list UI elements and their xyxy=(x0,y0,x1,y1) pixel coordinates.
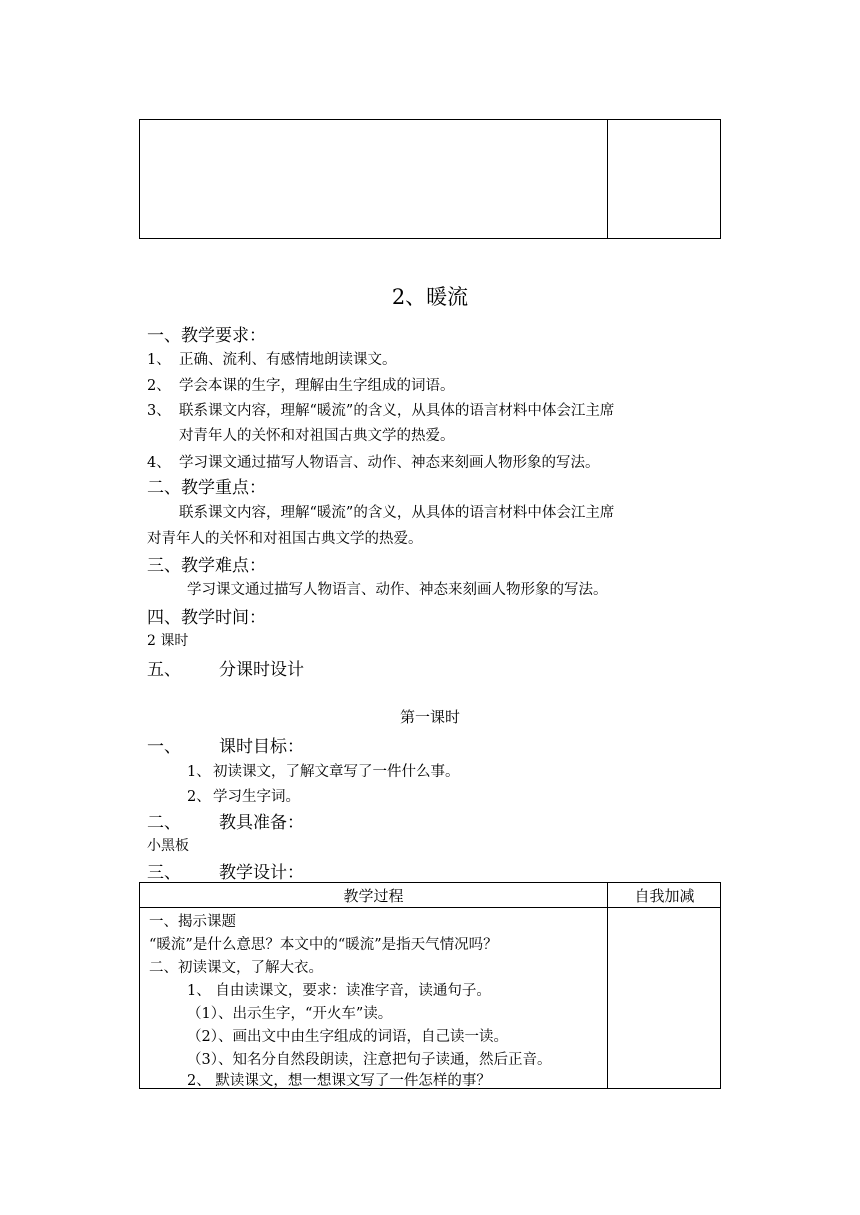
goal-text-1: 初读课文，了解文章写了一件什么事。 xyxy=(213,764,460,780)
difficulties-heading: 三、教学难点： xyxy=(147,556,266,576)
design-step-num: 三、 xyxy=(147,863,181,883)
goal-text-2: 学习生字词。 xyxy=(213,789,300,805)
top-table xyxy=(139,119,721,239)
prep-num: 二、 xyxy=(147,813,181,833)
design-step-heading: 教学设计： xyxy=(219,863,304,883)
table-column-divider xyxy=(607,120,608,238)
difficulties-text: 学习课文通过描写人物语言、动作、神态来刻画人物形象的写法。 xyxy=(187,582,608,598)
key-points-heading: 二、教学重点： xyxy=(147,478,266,498)
table-row: （3）、知名分自然段朗读，注意把句子读通，然后正音。 xyxy=(187,1052,552,1068)
req-text-4: 学习课文通过描写人物语言、动作、神态来刻画人物形象的写法。 xyxy=(179,455,600,471)
goals-num: 一、 xyxy=(147,737,181,757)
header-adjust: 自我加减 xyxy=(634,887,695,905)
goal-num-1: 1、 xyxy=(187,764,211,780)
req-text-3: 联系课文内容，理解“暖流”的含义，从具体的语言材料中体会江主席 xyxy=(179,403,615,419)
table-row: 1、 自由读课文，要求：读准字音，读通句子。 xyxy=(187,983,491,999)
goal-num-2: 2、 xyxy=(187,789,211,805)
time-text: 2 课时 xyxy=(147,633,189,649)
table-row: 2、 默读课文，想一想课文写了一件怎样的事？ xyxy=(187,1073,491,1089)
design-num: 五、 xyxy=(147,660,181,680)
table-column-divider xyxy=(607,883,608,1088)
period-one-title: 第一课时 xyxy=(399,708,460,726)
table-row: 一、揭示课题 xyxy=(149,914,236,930)
header-process: 教学过程 xyxy=(343,887,404,905)
req-text-3-cont: 对青年人的关怀和对祖国古典文学的热爱。 xyxy=(179,428,455,444)
prep-heading: 教具准备： xyxy=(219,813,304,833)
teaching-process-table xyxy=(139,882,721,1089)
table-row: （1）、出示生字，“开火车”读。 xyxy=(187,1006,393,1022)
table-row: （2）、画出文中由生字组成的词语，自己读一读。 xyxy=(187,1029,508,1045)
prep-text: 小黑板 xyxy=(147,838,189,854)
req-num-2: 2、 xyxy=(147,378,171,394)
time-heading: 四、教学时间： xyxy=(147,608,266,628)
key-points-line-1: 联系课文内容，理解“暖流”的含义，从具体的语言材料中体会江主席 xyxy=(179,505,615,521)
req-text-2: 学会本课的生字，理解由生字组成的词语。 xyxy=(179,378,455,394)
req-num-4: 4、 xyxy=(147,455,171,471)
table-row: 二、初读课文，了解大衣。 xyxy=(149,960,323,976)
key-points-line-2: 对青年人的关怀和对祖国古典文学的热爱。 xyxy=(147,531,423,547)
table-row: “暖流”是什么意思？本文中的“暖流”是指天气情况吗？ xyxy=(149,937,498,953)
design-heading: 分课时设计 xyxy=(219,660,304,680)
goals-heading: 课时目标： xyxy=(219,737,304,757)
req-num-3: 3、 xyxy=(147,403,171,419)
req-text-1: 正确、流利、有感情地朗读课文。 xyxy=(179,352,397,368)
lesson-title: 2、暖流 xyxy=(391,285,469,309)
requirements-heading: 一、教学要求： xyxy=(147,326,266,346)
req-num-1: 1、 xyxy=(147,352,171,368)
table-header-divider xyxy=(140,907,720,908)
